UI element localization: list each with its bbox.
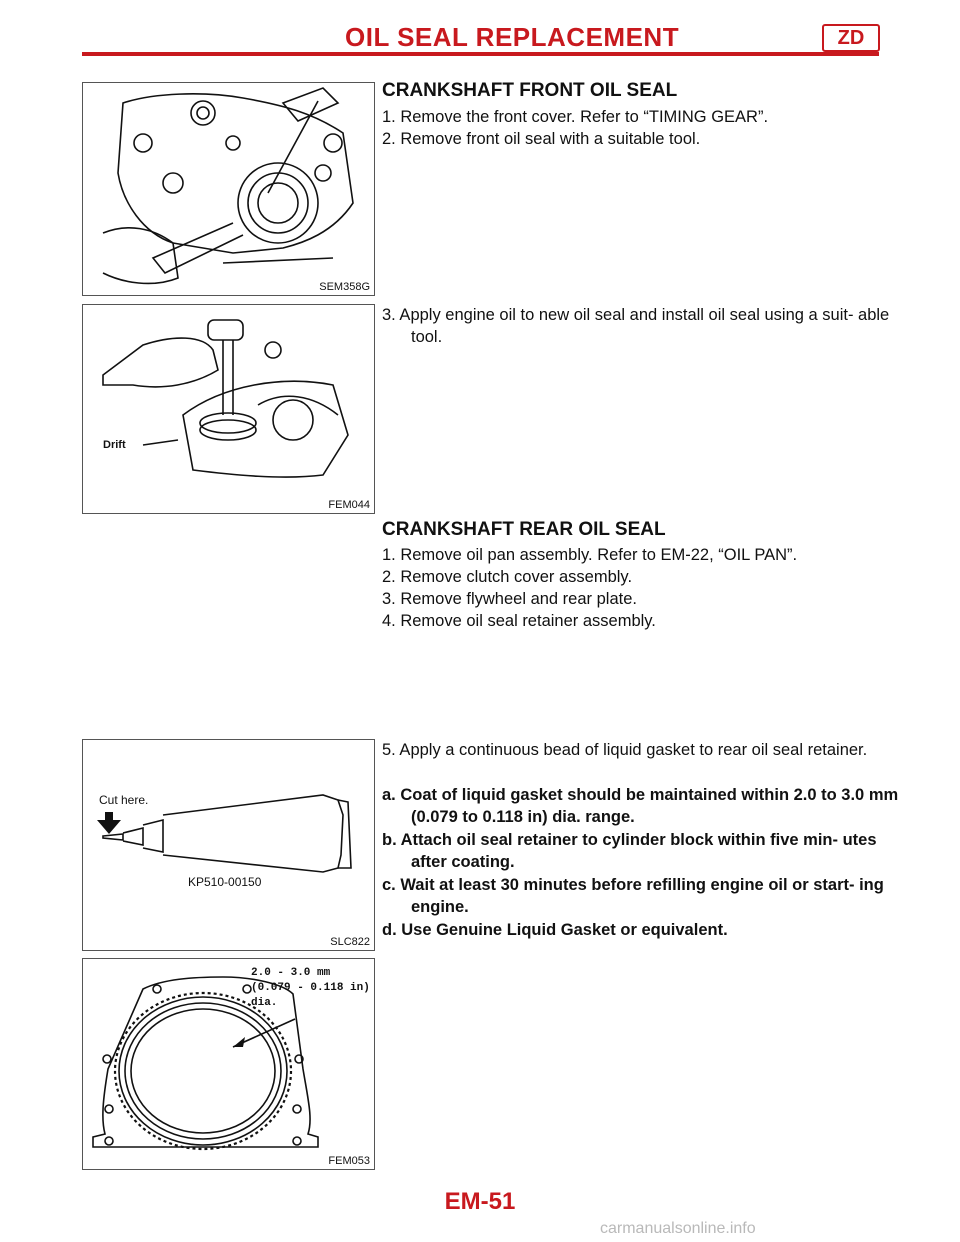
rear-seal-step-5: 5. Apply a continuous bead of liquid gasket to rear oil seal retainer. xyxy=(382,741,868,759)
page-title: OIL SEAL REPLACEMENT xyxy=(345,22,680,52)
figure-rear-seal-retainer xyxy=(82,958,375,1170)
rear-seal-step-4: 4. Remove oil seal retainer assembly. xyxy=(382,612,656,630)
dimension-label-2: (0.079 - 0.118 in) xyxy=(251,982,370,994)
model-badge: ZD xyxy=(822,24,880,52)
front-seal-install-illustration xyxy=(83,305,374,513)
front-seal-removal-illustration xyxy=(83,83,374,295)
figure-liquid-gasket-tube xyxy=(82,739,375,951)
figure-id: SEM358G xyxy=(319,281,370,293)
rear-seal-note-c: c. Wait at least 30 minutes before refilling engine oil or start- ing engine. xyxy=(382,876,884,916)
figure-front-seal-removal xyxy=(82,82,375,296)
arrow-icon xyxy=(233,1037,245,1047)
rear-seal-step-3: 3. Remove flywheel and rear plate. xyxy=(382,590,637,608)
rear-seal-note-d: d. Use Genuine Liquid Gasket or equivalent. xyxy=(382,921,728,939)
rear-seal-step-2: 2. Remove clutch cover assembly. xyxy=(382,568,633,586)
figure-id: SLC822 xyxy=(330,936,370,948)
rear-seal-heading: CRANKSHAFT REAR OIL SEAL xyxy=(382,519,666,540)
cut-here-label: Cut here. xyxy=(99,793,149,807)
part-number-label: KP510-00150 xyxy=(188,875,262,889)
figure-front-seal-install xyxy=(82,304,375,514)
front-seal-step-1: 1. Remove the front cover. Refer to “TIMING GEAR”. xyxy=(382,108,769,126)
drift-label: Drift xyxy=(103,439,126,451)
page-number: EM-51 xyxy=(444,1188,516,1215)
rear-seal-note-b: b. Attach oil seal retainer to cylinder block within five min- utes after coating. xyxy=(382,831,877,871)
front-seal-heading: CRANKSHAFT FRONT OIL SEAL xyxy=(382,80,678,101)
dimension-label-1: 2.0 - 3.0 mm xyxy=(251,967,331,979)
down-arrow-icon xyxy=(97,812,121,834)
rear-seal-step-1: 1. Remove oil pan assembly. Refer to EM-22, “OIL PAN”. xyxy=(382,546,798,564)
rear-seal-retainer-illustration xyxy=(83,959,374,1169)
watermark-url: carmanualsonline.info xyxy=(600,1220,756,1237)
header-rule xyxy=(82,52,879,56)
dimension-label-3: dia. xyxy=(251,997,278,1009)
figure-id: FEM053 xyxy=(328,1155,370,1167)
figure-id: FEM044 xyxy=(328,499,370,511)
front-seal-step-3: 3. Apply engine oil to new oil seal and install oil seal using a suit- able tool. xyxy=(382,306,890,346)
rear-seal-note-a: a. Coat of liquid gasket should be maintained within 2.0 to 3.0 mm (0.079 to 0.118 in) dia. range. xyxy=(382,786,899,826)
gasket-tube-illustration xyxy=(83,740,374,950)
front-seal-step-2: 2. Remove front oil seal with a suitable tool. xyxy=(382,130,701,148)
